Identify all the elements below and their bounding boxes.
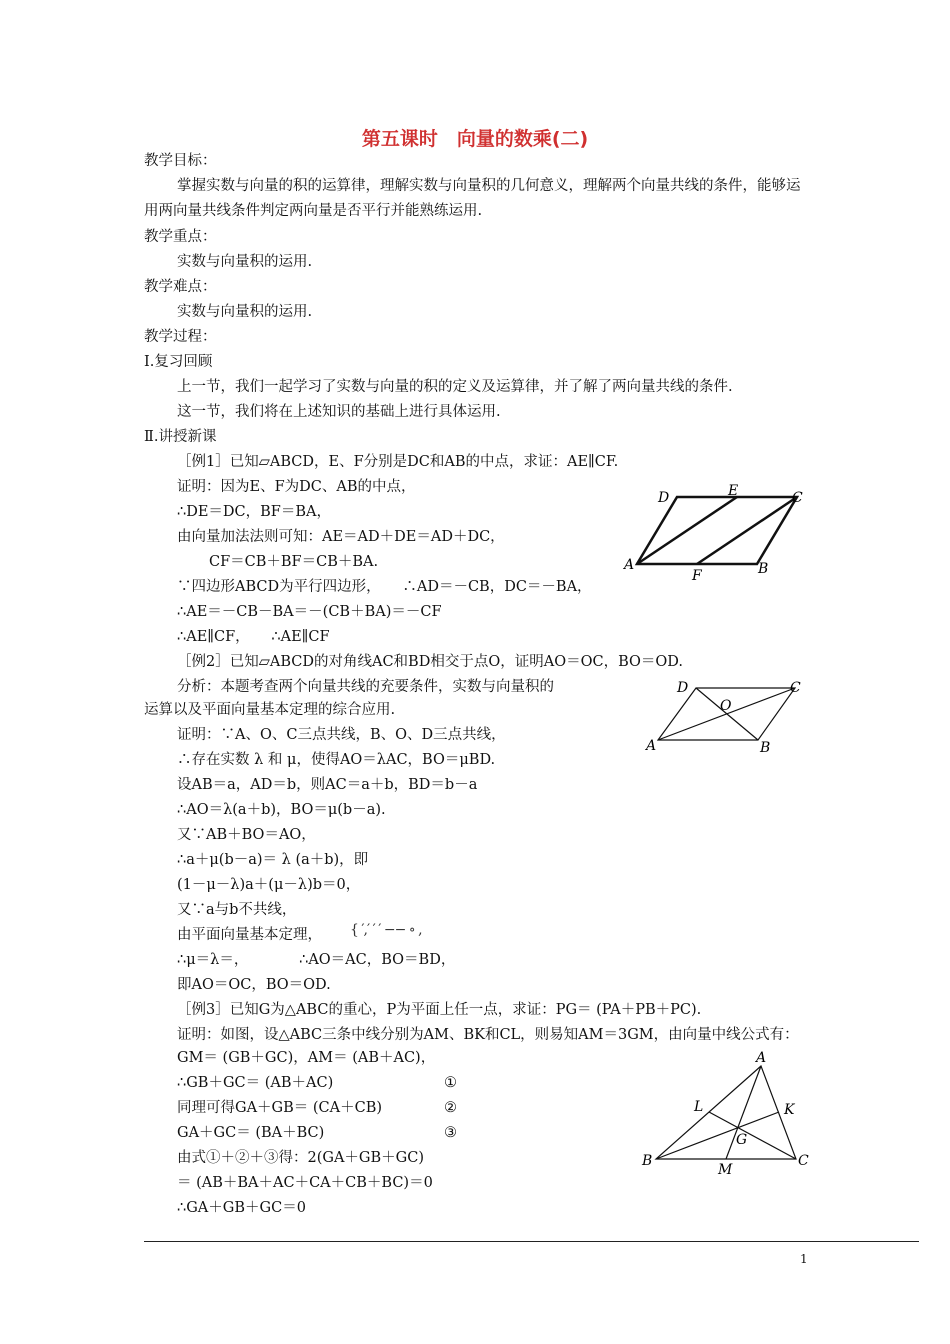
label-e: E [728, 483, 739, 499]
label-a: A [756, 1050, 767, 1066]
process-heading: 教学过程： [144, 329, 217, 345]
example-2-analysis: 分析：本题考查两个向量共线的充要条件，实数与向量积的 [177, 679, 554, 695]
example-3-line: 证明：如图，设△ABC三条中线分别为AM、BK和CL，则易知AM＝3GM，由向量中线公式有： [177, 1027, 799, 1043]
example-1-line: ∴AE∥CF， ∴AE∥CF [177, 629, 330, 645]
page-title: 第五课时 向量的数乘(二) [361, 128, 589, 150]
example-2-line: 即AO＝OC，BO＝OD. [177, 977, 331, 993]
example-2-line: 由平面向量基本定理， [177, 927, 322, 943]
example-1-line: 证明：因为E、F为DC、AB的中点， [177, 479, 416, 495]
example-2-title: ［例2］已知▱ABCD的对角线AC和BD相交于点O，证明AO＝OC，BO＝OD. [177, 654, 683, 670]
example-1-line: ∴AE＝－CB－BA＝－(CB＋BA)＝－CF [177, 604, 442, 620]
label-d: D [658, 490, 670, 506]
label-c: C [792, 490, 803, 506]
label-b: B [642, 1153, 653, 1169]
example-3-line: 同理可得GA＋GB＝ (CA＋CB) [177, 1100, 383, 1116]
example-1-line: ∵四边形ABCD为平行四边形， ∴AD＝－CB，DC＝－BA， [177, 579, 592, 595]
example-2-line: ∴存在实数 λ 和 μ，使得AO＝λAC，BO＝μBD. [177, 752, 496, 768]
label-m: M [718, 1162, 733, 1178]
triangle-centroid-figure [636, 1046, 816, 1176]
example-1-title: ［例1］已知▱ABCD，E、F分别是DC和AB的中点，求证：AE∥CF. [177, 454, 619, 470]
example-2-line: ∴a＋μ(b－a)＝ λ (a＋b)，即 [177, 852, 369, 868]
equation-mark-3: ③ [444, 1125, 457, 1141]
difficulties-text: 实数与向量积的运用. [177, 304, 313, 320]
label-o: O [720, 698, 732, 714]
label-g: G [736, 1132, 748, 1148]
goals-heading: 教学目标： [144, 153, 217, 169]
example-2-line: ∴AO＝λ(a＋b)，BO＝μ(b－a). [177, 802, 386, 818]
example-3-line: GA＋GC＝ (BA＋BC) [177, 1125, 325, 1141]
equation-system-brace: { ′,′ ′ ′ −− ∘ , [350, 922, 422, 938]
example-2-line: 设AB＝a，AD＝b，则AC＝a＋b，BD＝b－a [177, 777, 478, 793]
footer-divider [144, 1241, 919, 1242]
example-3-line: ∴GA＋GB＋GC＝0 [177, 1200, 306, 1216]
review-line-1: 上一节，我们一起学习了实数与向量的积的定义及运算律，并了解了两向量共线的条件. [177, 379, 733, 395]
new-lesson-heading: Ⅱ.讲授新课 [144, 429, 217, 445]
example-2-line: 又∵AB＋BO＝AO， [177, 827, 316, 843]
example-2-line: ∴μ＝λ＝， ∴AO＝AC，BO＝BD， [177, 952, 456, 968]
label-k: K [784, 1102, 795, 1118]
label-l: L [694, 1099, 704, 1115]
difficulties-heading: 教学难点： [144, 279, 217, 295]
equation-mark-2: ② [444, 1100, 457, 1116]
label-a: A [646, 738, 657, 754]
example-2-analysis: 运算以及平面向量基本定理的综合应用. [144, 702, 396, 718]
review-heading: Ⅰ.复习回顾 [144, 354, 213, 370]
example-3-line: 由式①＋②＋③得：2(GA＋GB＋GC) [177, 1150, 425, 1166]
example-2-line: (1－μ－λ)a＋(μ－λ)b＝0， [177, 877, 361, 893]
example-1-line: ∴DE＝DC，BF＝BA， [177, 504, 331, 520]
label-c: C [790, 680, 801, 696]
example-1-line: CF＝CB＋BF＝CB＋BA. [209, 554, 379, 570]
parallelogram-figure-1 [620, 480, 820, 584]
review-line-2: 这一节，我们将在上述知识的基础上进行具体运用. [177, 404, 501, 420]
page-number: 1 [800, 1252, 808, 1266]
label-c: C [798, 1153, 809, 1169]
label-d: D [677, 680, 689, 696]
label-b: B [758, 561, 769, 577]
example-2-line: 又∵a与b不共线， [177, 902, 297, 918]
key-points-heading: 教学重点： [144, 229, 217, 245]
label-f: F [692, 568, 702, 584]
example-3-line: ∴GB＋GC＝ (AB＋AC) [177, 1075, 334, 1091]
example-3-line: GM＝ (GB＋GC)，AM＝ (AB＋AC)， [177, 1050, 436, 1066]
equation-mark-1: ① [444, 1075, 457, 1091]
label-a: A [624, 557, 635, 573]
goals-text: 掌握实数与向量的积的运算律，理解实数与向量积的几何意义，理解两个向量共线的条件，能够运用两向量共线条件判定两向量是否平行并能熟练运用. [144, 178, 801, 219]
example-1-line: 由向量加法法则可知：AE＝AD＋DE＝AD＋DC， [177, 529, 505, 545]
key-points-text: 实数与向量积的运用. [177, 254, 313, 270]
example-2-line: 证明：∵A、O、C三点共线，B、O、D三点共线， [177, 727, 506, 743]
parallelogram-figure-2 [640, 678, 820, 758]
example-3-title: ［例3］已知G为△ABC的重心，P为平面上任一点，求证：PG＝ (PA＋PB＋PC). [177, 1002, 702, 1018]
example-3-line: ＝ (AB＋BA＋AC＋CA＋CB＋BC)＝0 [177, 1175, 433, 1191]
label-b: B [760, 740, 771, 756]
